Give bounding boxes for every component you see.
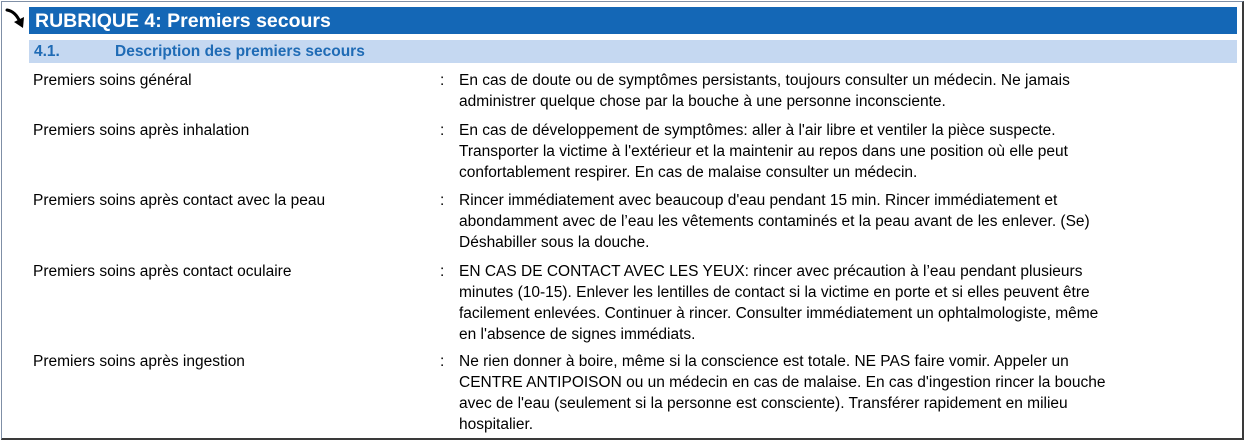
instruction-line: en l'absence de signes immédiats. (459, 326, 696, 343)
section-arrow-icon (4, 7, 30, 31)
first-aid-instructions (459, 261, 1229, 345)
subsection-number: 4.1. (34, 43, 60, 60)
first-aid-instructions (459, 120, 1229, 183)
instruction-line: En cas de doute ou de symptômes persistants, toujours consulter un médecin. Ne jamais (459, 72, 1070, 89)
first-aid-label: Premiers soins général (33, 72, 192, 89)
label-separator: : (440, 122, 445, 139)
instruction-line: CENTRE ANTIPOISON ou un médecin en cas de malaise. En cas d'ingestion rincer la bouche (459, 374, 1106, 391)
instruction-line: Transporter la victime à l'extérieur et la maintenir au repos dans une position où elle peut (459, 143, 1068, 160)
instruction-line: En cas de développement de symptômes: aller à l'air libre et ventiler la pièce suspecte. (459, 122, 1056, 139)
first-aid-instructions (459, 351, 1229, 435)
section-header (29, 7, 1237, 34)
first-aid-label: Premiers soins après inhalation (33, 122, 250, 139)
instruction-line: minutes (10-15). Enlever les lentilles de contact si la victime en porte et si elles peuvent être (459, 284, 1090, 301)
instruction-line: administrer quelque chose par la bouche à une personne inconsciente. (459, 93, 946, 110)
instruction-line: avec de l'eau (seulement si la personne est consciente). Transférer rapidement en milieu (459, 395, 1068, 412)
instruction-line: hospitalier. (459, 416, 534, 433)
label-separator: : (440, 353, 445, 370)
instruction-line: abondamment avec de l’eau les vêtements contaminés et la peau avant de les enlever. (Se) (459, 213, 1090, 230)
subsection-header (29, 40, 1237, 63)
first-aid-label: Premiers soins après ingestion (33, 353, 245, 370)
instruction-line: Rincer immédiatement avec beaucoup d'eau pendant 15 min. Rincer immédiatement et (459, 192, 1058, 209)
instruction-line: confortablement respirer. En cas de malaise consulter un médecin. (459, 164, 918, 181)
label-separator: : (440, 72, 445, 89)
instruction-line: facilement enlevées. Continuer à rincer. Consulter immédiatement un ophtalmologiste, même (459, 305, 1099, 322)
label-separator: : (440, 192, 445, 209)
subsection-title: Description des premiers secours (115, 43, 365, 60)
first-aid-label: Premiers soins après contact oculaire (33, 263, 292, 280)
first-aid-instructions (459, 70, 1229, 112)
instruction-line: EN CAS DE CONTACT AVEC LES YEUX: rincer avec précaution à l’eau pendant plusieurs (459, 263, 1083, 280)
label-separator: : (440, 263, 445, 280)
instruction-line: Déshabiller sous la douche. (459, 234, 650, 251)
section-title: RUBRIQUE 4: Premiers secours (35, 10, 331, 32)
instruction-line: Ne rien donner à boire, même si la conscience est totale. NE PAS faire vomir. Appeler un (459, 353, 1069, 370)
first-aid-label: Premiers soins après contact avec la peau (33, 192, 326, 209)
first-aid-instructions (459, 190, 1229, 253)
